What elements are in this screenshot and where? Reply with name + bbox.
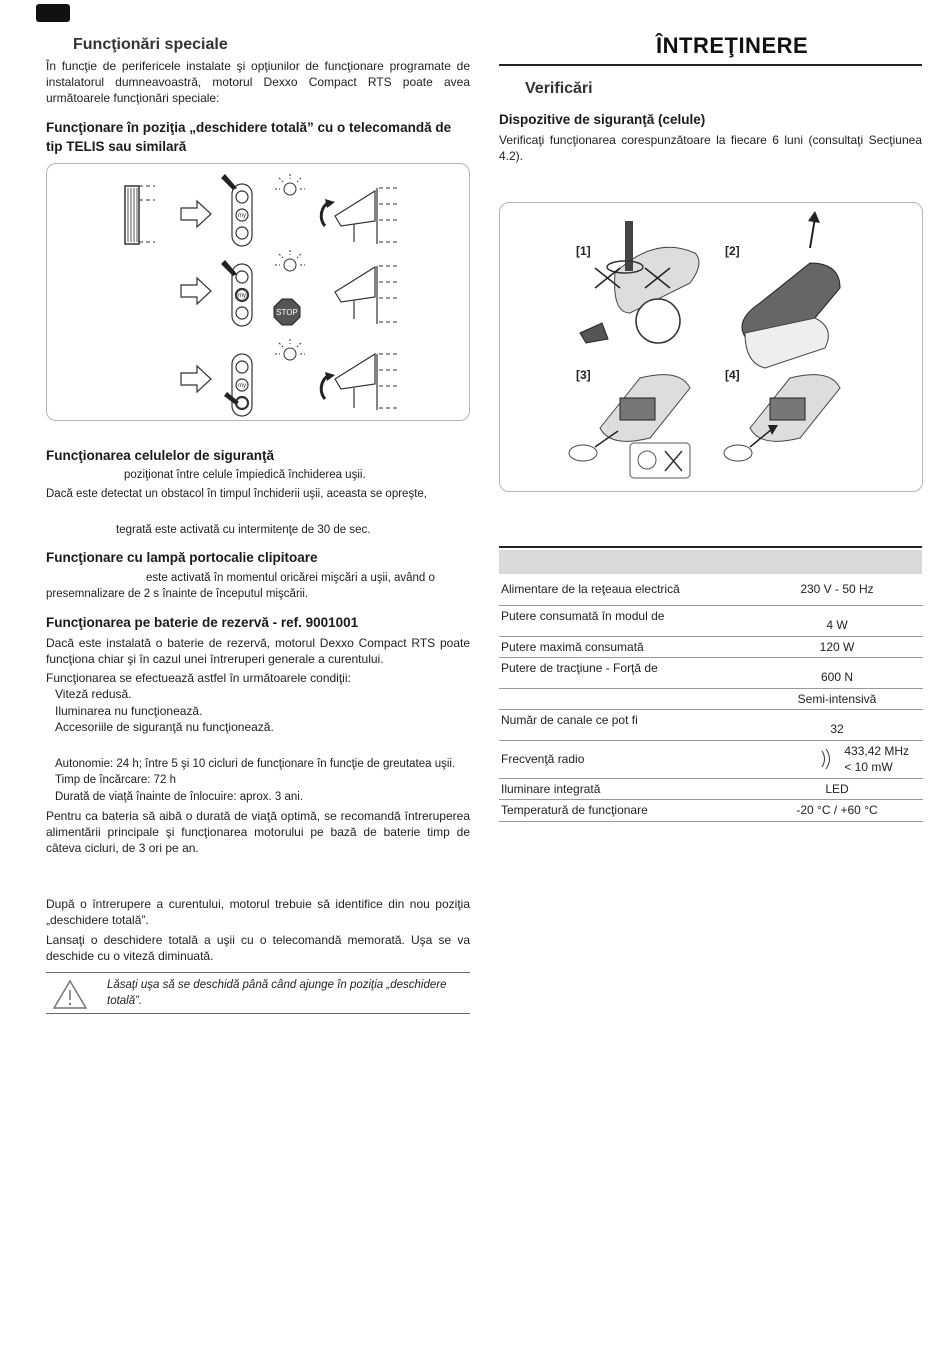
spec-row (499, 740, 923, 778)
intro-paragraph: În funcţie de perifericele instalate şi opţiunilor de funcţionare programate de instalatorul dumneavoastră, motorul Dexxo Compact RTS poate avea următoarele funcţionări speciale: (46, 59, 470, 105)
step-label: [1] (576, 244, 591, 258)
lamp-line-2: presemnalizare de 2 s înainte de începutul mişcării. (46, 588, 309, 600)
rotation-arrow-icons (321, 202, 329, 399)
spec-value: 32 (751, 709, 923, 740)
lamp-line-1: este activată în momentul oricărei mişcări a uşii, având o (146, 572, 435, 584)
specs-top-rule (499, 546, 922, 548)
battery-spec-item: Durată de viaţă înainte de înlocuire: aprox. 3 ani. (55, 791, 304, 803)
title-rule (499, 64, 922, 66)
telis-diagram-svg (47, 164, 469, 420)
battery-replacement-svg (500, 203, 922, 491)
battery-replacement-figure (499, 202, 923, 492)
step-label: [4] (725, 368, 740, 382)
cells-heading: Funcţionarea celulelor de siguranţă (46, 448, 275, 463)
garage-door-illustrations (335, 191, 375, 389)
step-label: [3] (576, 368, 591, 382)
power-paragraph-1: După o întrerupere a curentului, motorul trebuie să identifice din nou poziţia „deschidere totală”. (46, 897, 470, 927)
spec-row (499, 574, 923, 605)
battery-spec-item: Timp de încărcare: 72 h (55, 774, 177, 786)
battery-paragraph-1: Dacă este instalată o baterie de rezervă, motorul Dexxo Compact RTS poate funcţiona chiar şi în cazul unei întreruperi generale a curentului. (46, 636, 470, 666)
spec-row (499, 657, 923, 688)
spec-value: 600 N (751, 657, 923, 688)
section-title: Funcţionări speciale (73, 36, 228, 53)
warning-text: Lăsaţi uşa să se deschidă până când ajunge în poziţia „deschidere totală”. (107, 979, 447, 1007)
spec-value: LED (751, 778, 923, 799)
spec-label: Număr de canale ce pot fi (499, 709, 751, 740)
telis-diagram (46, 163, 470, 421)
spec-value: Semi-intensivă (751, 688, 923, 709)
remote-open-step-1 (580, 221, 699, 343)
verification-title: Verificări (525, 80, 593, 97)
spec-label (499, 688, 751, 709)
power-paragraph-2: Lansaţi o deschidere totală a uşii cu o telecomandă memorată. Uşa se va deschide cu o viteză diminuată. (46, 933, 470, 963)
spec-row (499, 688, 923, 709)
spec-label: Alimentare de la reţeaua electrică (499, 574, 751, 605)
spec-label: Frecvenţă radio (499, 740, 751, 778)
stop-sign-icon (274, 299, 300, 325)
my-button-label: my (238, 293, 246, 299)
spec-label: Temperatură de funcţionare (499, 799, 751, 821)
spec-label: Putere consumată în modul de (499, 605, 751, 636)
spec-value-secondary: < 10 mW (844, 760, 893, 774)
cells-line-2: Dacă este detectat un obstacol în timpul închiderii uşii, aceasta se opreşte, (46, 488, 427, 500)
my-button-label: my (238, 213, 246, 219)
door-closed-illustration (125, 186, 155, 244)
step-label: [2] (725, 244, 740, 258)
battery-spec-item: Autonomie: 24 h; între 5 şi 10 cicluri de funcţionare în funcţie de greutatea uşii. (55, 758, 456, 770)
condition-item: Accesoriile de siguranţă nu funcţionează. (55, 720, 274, 734)
spec-label: Putere maximă consumată (499, 636, 751, 657)
specs-table (499, 574, 923, 822)
svg-text:STOP: STOP (276, 308, 298, 317)
my-button-label: my (238, 383, 246, 389)
warning-bottom-rule (46, 1013, 470, 1014)
battery-remove-step-3 (569, 375, 690, 478)
telis-heading: Funcţionare în poziţia „deschidere totală” cu o telecomandă de tip TELIS sau similară (46, 120, 452, 154)
door-dashed-lines (379, 188, 399, 408)
remote-open-step-2 (742, 211, 840, 368)
spec-value: 230 V - 50 Hz (751, 574, 923, 605)
page-tab (36, 4, 70, 22)
spec-row (499, 778, 923, 799)
safety-devices-heading: Dispozitive de siguranţă (celule) (499, 112, 706, 127)
page-title: ÎNTREŢINERE (656, 33, 809, 58)
spec-row (499, 709, 923, 740)
spec-row (499, 636, 923, 657)
cells-line-3: tegrată este activată cu intermitenţe de 30 de sec. (116, 524, 371, 536)
spec-row (499, 605, 923, 636)
condition-item: Iluminarea nu funcţionează. (55, 704, 203, 718)
condition-item: Viteză redusă. (55, 687, 132, 701)
cells-line-1: poziţionat între celule împiedică închiderea uşii. (124, 469, 366, 481)
specs-header-bar (499, 550, 922, 574)
battery-paragraph-2: Funcţionarea se efectuează astfel în următoarele condiţii: (46, 671, 351, 685)
warning-top-rule (46, 972, 470, 973)
flashing-lamp-icons (275, 174, 305, 360)
battery-heading: Funcţionarea pe baterie de rezervă - ref. 9001001 (46, 615, 359, 630)
arrow-icons (181, 201, 211, 392)
spec-row (499, 799, 923, 821)
lamp-heading: Funcţionare cu lampă portocalie clipitoare (46, 550, 318, 565)
spec-value: 120 W (751, 636, 923, 657)
spec-value: -20 °C / +60 °C (751, 799, 923, 821)
warning-icon (52, 978, 88, 1010)
spec-label: Putere de tracţiune - Forţă de (499, 657, 751, 688)
battery-insert-step-4 (724, 375, 840, 461)
spec-value: 4 W (751, 605, 923, 636)
battery-paragraph-3: Pentru ca bateria să aibă o durată de viaţă optimă, se recomandă întreruperea alimentării principale şi funcţionarea motorului pe bază de baterie timp de câteva cicluri, de 3 ori pe an. (46, 809, 470, 855)
spec-value: 433,42 MHz (844, 744, 910, 758)
safety-devices-text: Verificaţi funcţionarea corespunzătoare la fiecare 6 luni (consultaţi Secţiunea 4.2). (499, 133, 922, 163)
spec-label: Iluminare integrată (499, 778, 751, 799)
radio-wave-icon (819, 747, 833, 771)
